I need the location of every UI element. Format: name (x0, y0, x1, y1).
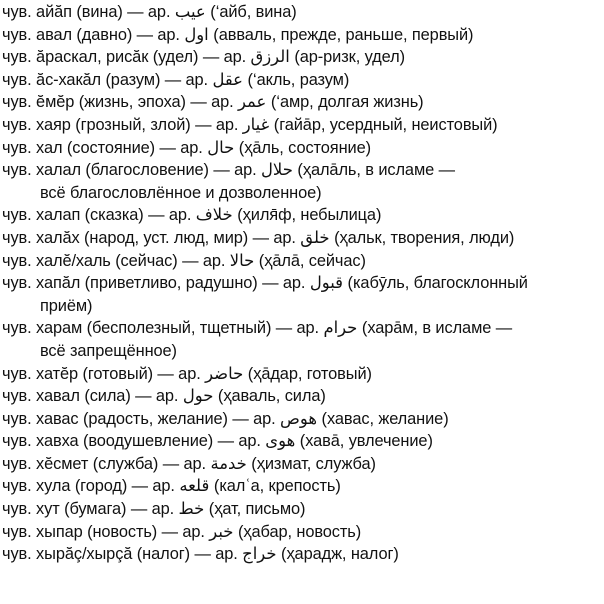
entry-line: чув. хыпар (новость) — ар. خبر (ҳабар, новость) (2, 522, 362, 541)
entry-line: чув. хатĕр (готовый) — ар. حاضر (ҳāдар, готовый) (2, 364, 372, 383)
entry-line: чув. хĕсмет (служба) — ар. خدمة (ҳизмат, служба) (2, 454, 376, 473)
entry-line: чув. халĕ/халь (сейчас) — ар. حالا (ҳāлā, сейчас) (2, 251, 366, 270)
entry-line: чув. халап (сказка) — ар. خلاف (ҳиля̄ф, небылица) (2, 206, 382, 225)
entry-line: чув. хут (бумага) — ар. خط (ҳат, письмо) (2, 500, 306, 519)
entry-line: чув. ĕмĕр (жизнь, эпоха) — ар. عمر (‘амр, долгая жизнь) (2, 93, 424, 112)
entry-line: чув. хапăл (приветливо, радушно) — ар. قبول (кабӯль, благосклонный (2, 274, 528, 293)
entry-line: чув. хал (состояние) — ар. حال (ҳāль, состояние) (2, 138, 372, 157)
entry-line: чув. ăраскал, рисăк (удел) — ар. الرزق (ар-ризк, удел) (2, 48, 406, 67)
entry-line: чув. халăх (народ, уст. люд, мир) — ар. خلق (ҳальк, творения, люди) (2, 228, 515, 247)
entry-line: чув. хырăç/хырçă (налог) — ар. خراج (ҳарадж, налог) (2, 545, 399, 564)
entry-line: чув. айăп (вина) — ар. عيب (‘айб, вина) (2, 3, 297, 21)
entry-line: чув. ăс-хакăл (разум) — ар. عقل (‘акль, разум) (2, 70, 350, 89)
entry-line: чув. хула (город) — ар. قلعه (калʿа, крепость) (2, 477, 341, 496)
entry-line: чув. хавха (воодушевление) — ар. هوى (хавā, увлечение) (2, 432, 433, 451)
entry-line: чув. харам (бесполезный, тщетный) — ар. حرام (харāм, в исламе — (2, 319, 512, 338)
entry-line: чув. хавал (сила) — ар. حول (ҳаваль, сила) (2, 387, 326, 406)
entry-continuation-line: всё запрещённое) (40, 341, 177, 360)
vocabulary-list (2, 1, 602, 566)
entry-line: чув. халал (благословение) — ар. حلال (ҳалāль, в исламе — (2, 161, 455, 180)
entry-continuation-line: всё благословлённое и дозволенное) (40, 183, 322, 202)
entry-line: чув. хаяр (грозный, злой) — ар. غيار (гайāр, усердный, неистовый) (2, 115, 498, 134)
entry-line: чув. хавас (радость, желание) — ар. هوص (хаваc, желание) (2, 409, 449, 428)
entry-continuation-line: приём) (40, 296, 93, 315)
entry-line: чув. авал (давно) — ар. اول (авваль, прежде, раньше, первый) (2, 25, 474, 44)
